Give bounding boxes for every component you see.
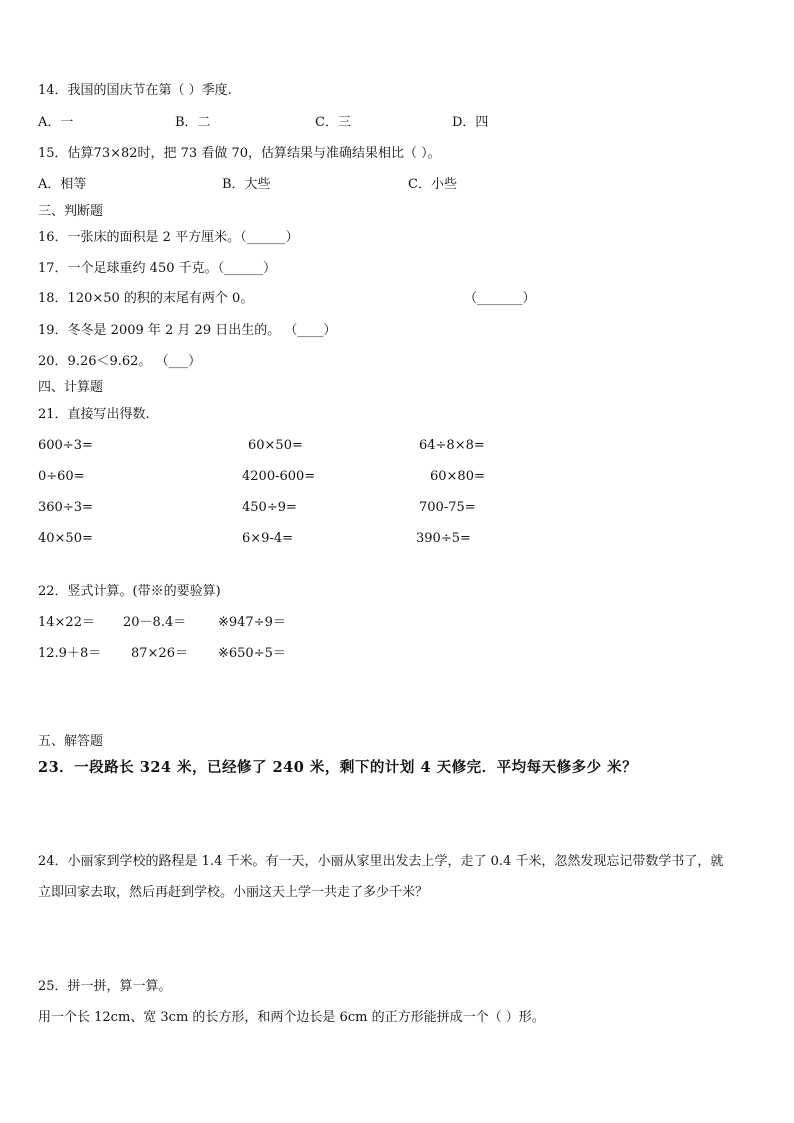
q14-option-b: B．二 [175, 115, 211, 130]
section-heading-judgement: 三、判断题 [38, 204, 104, 219]
q21-item: 4200-600= [242, 469, 316, 484]
q22-item: 14×22＝ [38, 615, 95, 630]
q21-item: 360÷3= [38, 500, 93, 515]
q21-item: 64÷8×8= [419, 438, 485, 453]
q21-item: 40×50= [38, 531, 93, 546]
q18-blank: （_______） [464, 291, 536, 306]
q22-item: 87×26＝ [131, 646, 188, 661]
q22-item: 12.9＋8＝ [38, 646, 102, 661]
q18-stem: 18．120×50 的积的末尾有两个 0。 [38, 291, 254, 306]
q21-item: 0÷60= [38, 469, 85, 484]
q22-stem: 22．竖式计算。(带※的要验算) [38, 584, 221, 599]
q15-stem: 15．估算73×82时，把 73 看做 70，估算结果与准确结果相比（ ）。 [38, 146, 441, 161]
q17: 17．一个足球重约 450 千克。（______） [38, 261, 277, 276]
q15-option-c: C．小些 [408, 177, 457, 192]
q23: 23．一段路长 324 米，已经修了 240 米，剩下的计划 4 天修完．平均每天修多少 米？ [38, 759, 638, 776]
q22-item: 20－8.4＝ [123, 615, 187, 630]
q14-option-a: A．一 [38, 115, 74, 130]
q24-line-2: 立即回家去取，然后再赶到学校。小丽这天上学一共走了多少千米？ [38, 885, 429, 900]
q25-stem: 25．拼一拼，算一算。 [38, 979, 172, 994]
q21-item: 600÷3= [38, 438, 93, 453]
q15-option-b: B．大些 [222, 177, 271, 192]
q14-stem: 14．我国的国庆节在第（ ）季度. [38, 83, 232, 98]
section-heading-answers: 五、解答题 [38, 734, 104, 749]
q15-option-a: A．相等 [38, 177, 87, 192]
q24-line-1: 24．小丽家到学校的路程是 1.4 千米。有一天，小丽从家里出发去上学，走了 0.4 千米，忽然发现忘记带数学书了，就 [38, 854, 724, 869]
q22-item: ※650÷5＝ [218, 646, 286, 661]
q14-option-c: C．三 [315, 115, 351, 130]
q21-item: 700-75= [419, 500, 476, 515]
q16: 16．一张床的面积是 2 平方厘米。（______） [38, 230, 299, 245]
q19: 19．冬冬是 2009 年 2 月 29 日出生的。 （____） [38, 323, 337, 338]
q14-option-d: D．四 [452, 115, 489, 130]
q22-item: ※947÷9＝ [218, 615, 286, 630]
q21-stem: 21．直接写出得数. [38, 407, 150, 422]
section-heading-calculation: 四、计算题 [38, 380, 104, 395]
q21-item: 390÷5= [416, 531, 471, 546]
q21-item: 60×80= [430, 469, 485, 484]
q21-item: 450÷9= [242, 500, 297, 515]
q20: 20．9.26＜9.62。 （___） [38, 354, 202, 369]
q21-item: 6×9-4= [242, 531, 293, 546]
q25-text: 用一个长 12cm、宽 3cm 的长方形，和两个边长是 6cm 的正方形能拼成一个（ ）形。 [38, 1010, 545, 1025]
q21-item: 60×50= [248, 438, 303, 453]
